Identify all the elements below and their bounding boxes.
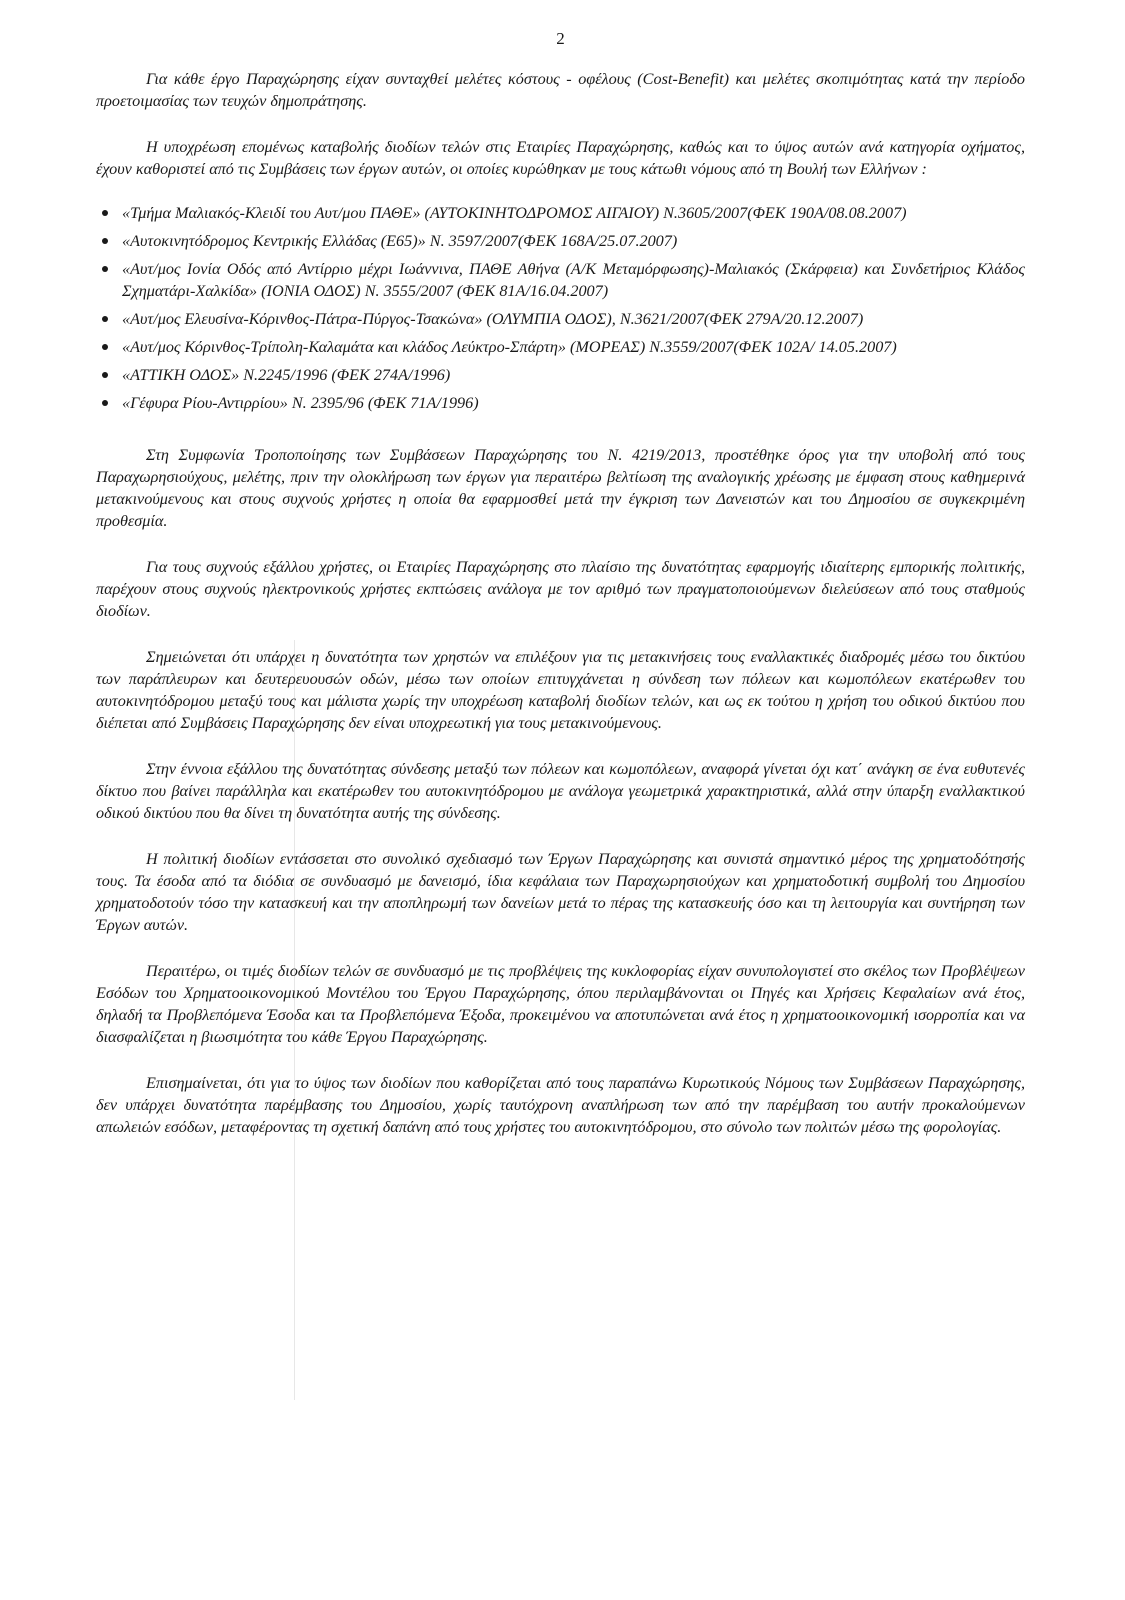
paragraph-amendment-agreement: Στη Συμφωνία Τροποποίησης των Συμβάσεων Παραχώρησης του Ν. 4219/2013, προστέθηκε όρος για την υποβολή από τους Παραχωρησιούχους, μελέτης, πριν την ολοκλήρωση των έργων για περαιτέρω βελτίωση της αναλογικής χρέωσης με έμφαση στους καθημερινά μετακινούμενους και στους συχνούς χρήστες η οποία θα εφαρμοσθεί μετά την έγκριση των Δανειστών και του Δημοσίου σε συγκεκριμένη προθεσμία. [96,446,1025,530]
paragraph-alternative-routes: Σημειώνεται ότι υπάρχει η δυνατότητα των χρηστών να επιλέξουν για τις μετακινήσεις τους εναλλακτικές διαδρομές μέσω του δικτύου των παράπλευρων και δευτερευουσών οδών, μέσω των οποίων επιτυγχάνεται η σύνδεση των πόλεων και κωμοπόλεων εκατέρωθεν του αυτοκινητόδρομου μεταξύ τους και μάλιστα χωρίς την υποχρέωση καταβολή διοδίων τελών, και ως εκ τούτου η χρήση του οδικού δικτύου που διέπεται από Συμβάσεις Παραχώρησης δεν είναι υποχρεωτική για τους μετακινούμενους. [96,648,1025,732]
law-item-text: «Τμήμα Μαλιακός-Κλειδί του Αυτ/μου ΠΑΘΕ» (ΑΥΤΟΚΙΝΗΤΟΔΡΟΜΟΣ ΑΙΓΑΙΟΥ) Ν.3605/2007(ΦΕΚ 190Α/08.08.2007) [122,204,907,222]
bullet-icon [102,372,108,378]
paragraph-toll-policy: Η πολιτική διοδίων εντάσσεται στο συνολικό σχεδιασμό των Έργων Παραχώρησης και συνιστά σημαντικό μέρος της χρηματοδότησής τους. Τα έσοδα από τα διόδια σε συνδυασμό με δανεισμό, ίδια κεφάλαια των Παραχωρησιούχων και χρηματοδοτική συμβολή του Δημοσίου χρηματοδοτούν τόσο την κατασκευή και την αποπληρωμή των δανείων μετά το πέρας της κατασκευής όσο και τη λειτουργία και συντήρηση των Έργων αυτών. [96,850,1025,934]
law-item [96,308,1025,330]
ratifying-laws-list [96,202,1025,414]
paragraph-financial-model: Περαιτέρω, οι τιμές διοδίων τελών σε συνδυασμό με τις προβλέψεις της κυκλοφορίας είχαν συνυπολογιστεί στο σκέλος των Προβλέψεων Εσόδων του Χρηματοοικονομικού Μοντέλου του Έργου Παραχώρησης, όπου περιλαμβάνονται οι Πηγές και Χρήσεις Κεφαλαίων ανά έτος, δηλαδή τα Προβλεπόμενα Έσοδα και τα Προβλεπόμενα Έξοδα, προκειμένου να αποτυπώνεται ανά έτος η χρηματοοικονομική ισορροπία και να διασφαλίζεται η βιωσιμότητα του κάθε Έργου Παραχώρησης. [96,962,1025,1046]
law-item [96,392,1025,414]
law-item-text: «Αυτ/μος Ιονία Οδός από Αντίρριο μέχρι Ιωάννινα, ΠΑΘΕ Αθήνα (Α/Κ Μεταμόρφωσης)-Μαλιακός (Σκάρφεια) και Συνδετήριος Κλάδος Σχηματάρι-Χαλκίδα» (ΙΟΝΙΑ ΟΔΟΣ) Ν. 3555/2007 (ΦΕΚ 81Α/16.04.2007) [122,260,1025,300]
law-item [96,336,1025,358]
law-item [96,230,1025,252]
paragraph-no-state-intervention: Επισημαίνεται, ότι για το ύψος των διοδίων που καθορίζεται από τους παραπάνω Κυρωτικούς Νόμους των Συμβάσεων Παραχώρησης, δεν υπάρχει δυνατότητα παρέμβασης του Δημοσίου, χωρίς ταυτόχρονη αναπλήρωση των από την παρέμβαση του αυτήν προκαλούμενων απωλειών εσόδων, μεταφέροντας τη σχετική δαπάνη από τους χρήστες του αυτοκινητόδρομου, στο σύνολο των πολιτών μέσω της φορολογίας. [96,1074,1025,1136]
bullet-icon [102,316,108,322]
bullet-icon [102,238,108,244]
law-item-text: «Αυτ/μος Ελευσίνα-Κόρινθος-Πάτρα-Πύργος-Τσακώνα» (ΟΛΥΜΠΙΑ ΟΔΟΣ), Ν.3621/2007(ΦΕΚ 279Α/20.12.2007) [122,310,864,328]
law-item-text: «Αυτ/μος Κόρινθος-Τρίπολη-Καλαμάτα και κλάδος Λεύκτρο-Σπάρτη» (ΜΟΡΕΑΣ) Ν.3559/2007(ΦΕΚ 102Α/ 14.05.2007) [122,338,897,356]
paragraph-toll-obligation: Η υποχρέωση επομένως καταβολής διοδίων τελών στις Εταιρίες Παραχώρησης, καθώς και το ύψος αυτών ανά κατηγορία οχήματος, έχουν καθοριστεί από τις Συμβάσεις των έργων αυτών, οι οποίες κυρώθηκαν με τους κάτωθι νόμους από τη Βουλή των Ελλήνων : [96,138,1025,178]
paragraph-connection-meaning: Στην έννοια εξάλλου της δυνατότητας σύνδεσης μεταξύ των πόλεων και κωμοπόλεων, αναφορά γίνεται όχι κατ΄ ανάγκη σε ένα ευθυτενές δίκτυο που βαίνει παράλληλα και εκατέρωθεν του αυτοκινητόδρομου με ανάλογα γεωμετρικά χαρακτηριστικά, αλλά στην ύπαρξη εναλλακτικού οδικού δικτύου που θα δίνει τη δυνατότητα αυτής της σύνδεσης. [96,760,1025,822]
law-item-text: «Αυτοκινητόδρομος Κεντρικής Ελλάδας (Ε65)» Ν. 3597/2007(ΦΕΚ 168Α/25.07.2007) [122,232,678,250]
scan-artifact-line [294,640,295,1400]
page-number: 2 [556,29,565,48]
bullet-icon [102,344,108,350]
paragraph-frequent-users: Για τους συχνούς εξάλλου χρήστες, οι Εταιρίες Παραχώρησης στο πλαίσιο της δυνατότητας εφαρμογής ιδιαίτερης εμπορικής πολιτικής, παρέχουν στους συχνούς ηλεκτρονικούς χρήστες εκπτώσεις ανάλογα με τον αριθμό των πραγματοποιούμενων διελεύσεων από τους σταθμούς διοδίων. [96,558,1025,620]
law-item-text: «Γέφυρα Ρίου-Αντιρρίου» Ν. 2395/96 (ΦΕΚ 71Α/1996) [122,394,479,412]
law-item-text: «ΑΤΤΙΚΗ ΟΔΟΣ» Ν.2245/1996 (ΦΕΚ 274Α/1996) [122,366,451,384]
paragraph-cost-benefit: Για κάθε έργο Παραχώρησης είχαν συνταχθεί μελέτες κόστους - οφέλους (Cost-Benefit) και μελέτες σκοπιμότητας κατά την περίοδο προετοιμασίας των τευχών δημοπράτησης. [96,70,1025,110]
bullet-icon [102,400,108,406]
law-item [96,258,1025,302]
law-item [96,364,1025,386]
law-item [96,202,1025,224]
bullet-icon [102,266,108,272]
bullet-icon [102,210,108,216]
